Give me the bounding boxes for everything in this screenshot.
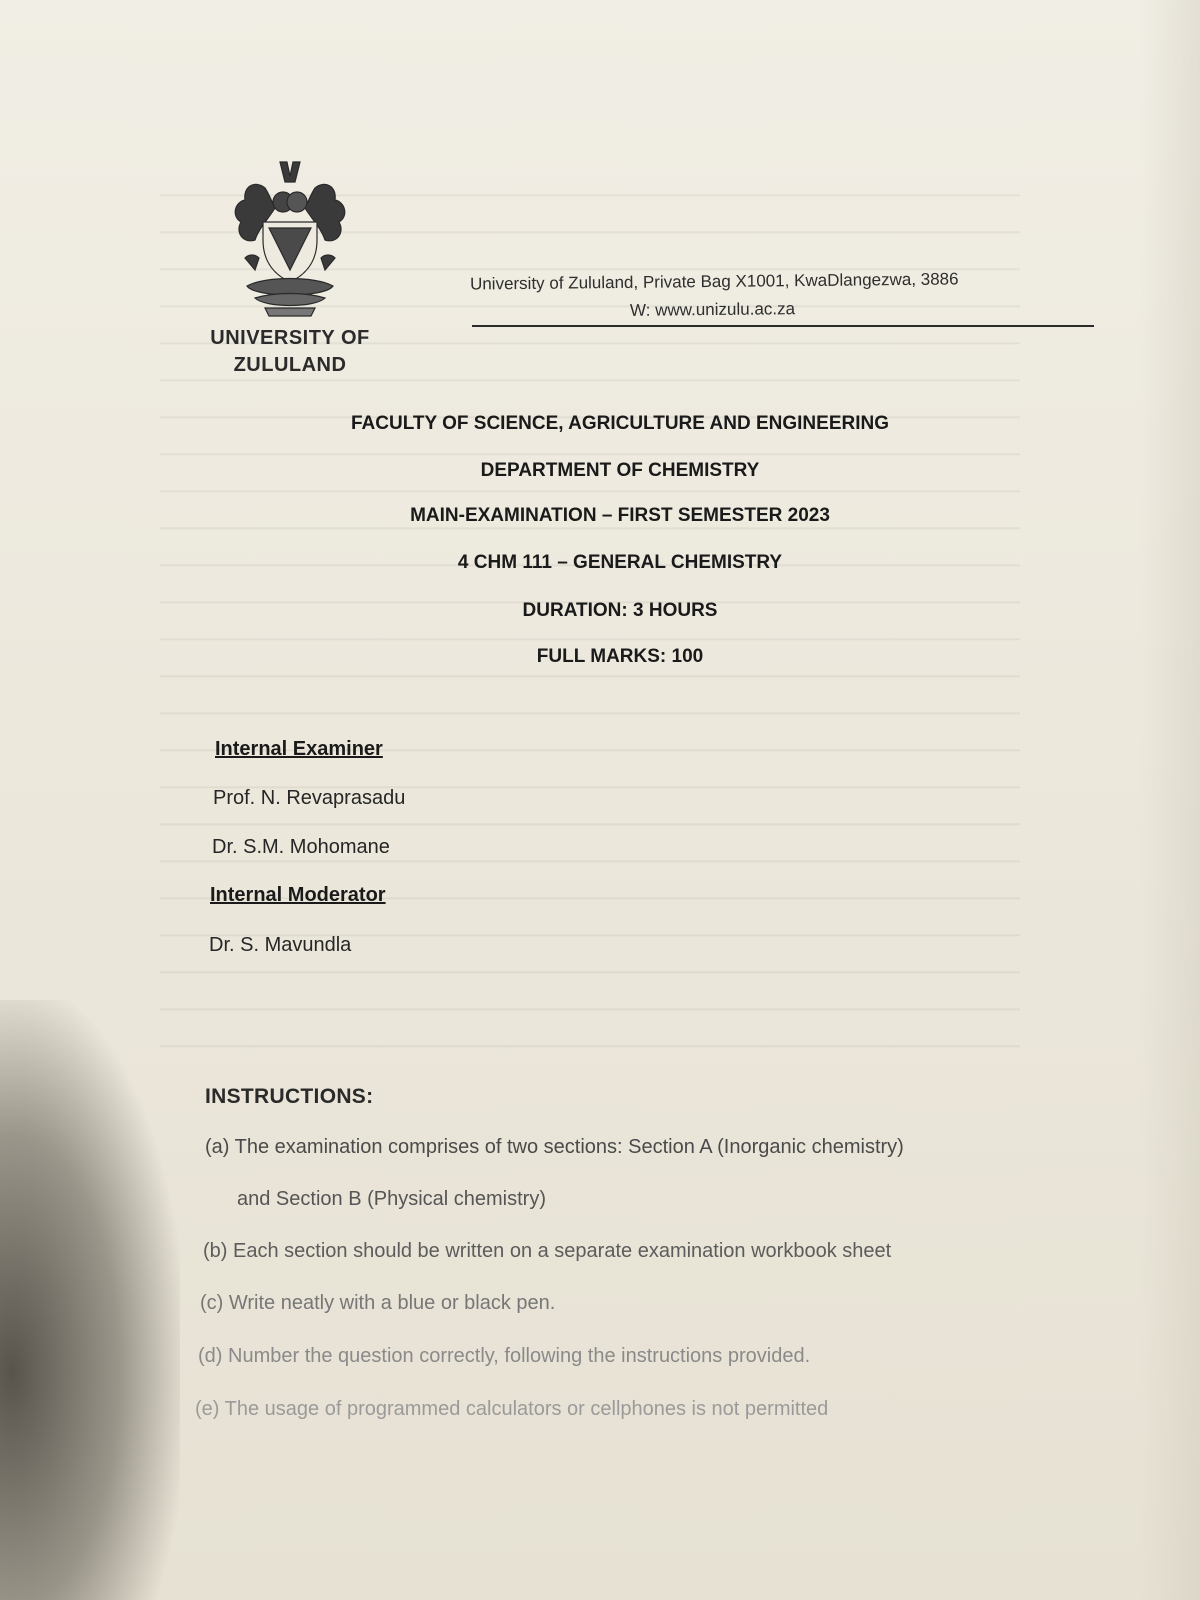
university-name-line1: UNIVERSITY OF bbox=[210, 327, 370, 349]
internal-moderator-name: Dr. S. Mavundla bbox=[209, 934, 352, 956]
internal-examiner-heading: Internal Examiner bbox=[215, 738, 383, 760]
page-edge-shading bbox=[1140, 0, 1200, 1600]
course-title: 4 CHM 111 – GENERAL CHEMISTRY bbox=[457, 552, 783, 573]
coat-of-arms-icon bbox=[225, 158, 355, 320]
exam-full-marks: FULL MARKS: 100 bbox=[536, 646, 704, 667]
university-address: University of Zululand, Private Bag X1001, KwaDlangezwa, 3886 bbox=[469, 269, 959, 294]
university-website: W: www.unizulu.ac.za bbox=[629, 299, 796, 320]
internal-examiner-name: Dr. S.M. Mohomane bbox=[212, 836, 390, 858]
letterhead-divider bbox=[472, 325, 1094, 327]
exam-duration: DURATION: 3 HOURS bbox=[522, 600, 718, 621]
exam-title: MAIN-EXAMINATION – FIRST SEMESTER 2023 bbox=[410, 505, 830, 526]
university-name-line2: ZULULAND bbox=[233, 354, 347, 376]
photo-shadow bbox=[0, 1000, 180, 1600]
instruction-item: (c) Write neatly with a blue or black pen. bbox=[200, 1292, 556, 1314]
instruction-item: and Section B (Physical chemistry) bbox=[237, 1188, 547, 1210]
university-name bbox=[195, 325, 385, 379]
instruction-item: (a) The examination comprises of two sections: Section A (Inorganic chemistry) bbox=[205, 1136, 904, 1158]
instruction-item: (e) The usage of programmed calculators or cellphones is not permitted bbox=[195, 1398, 829, 1420]
faculty-title: FACULTY OF SCIENCE, AGRICULTURE AND ENGINEERING bbox=[350, 413, 889, 434]
internal-examiner-name: Prof. N. Revaprasadu bbox=[213, 787, 406, 809]
instruction-item: (d) Number the question correctly, following the instructions provided. bbox=[198, 1345, 811, 1367]
department-title: DEPARTMENT OF CHEMISTRY bbox=[480, 460, 760, 481]
internal-moderator-heading: Internal Moderator bbox=[210, 884, 386, 906]
instructions-title: INSTRUCTIONS: bbox=[205, 1085, 374, 1108]
instruction-item: (b) Each section should be written on a separate examination workbook sheet bbox=[203, 1240, 892, 1262]
